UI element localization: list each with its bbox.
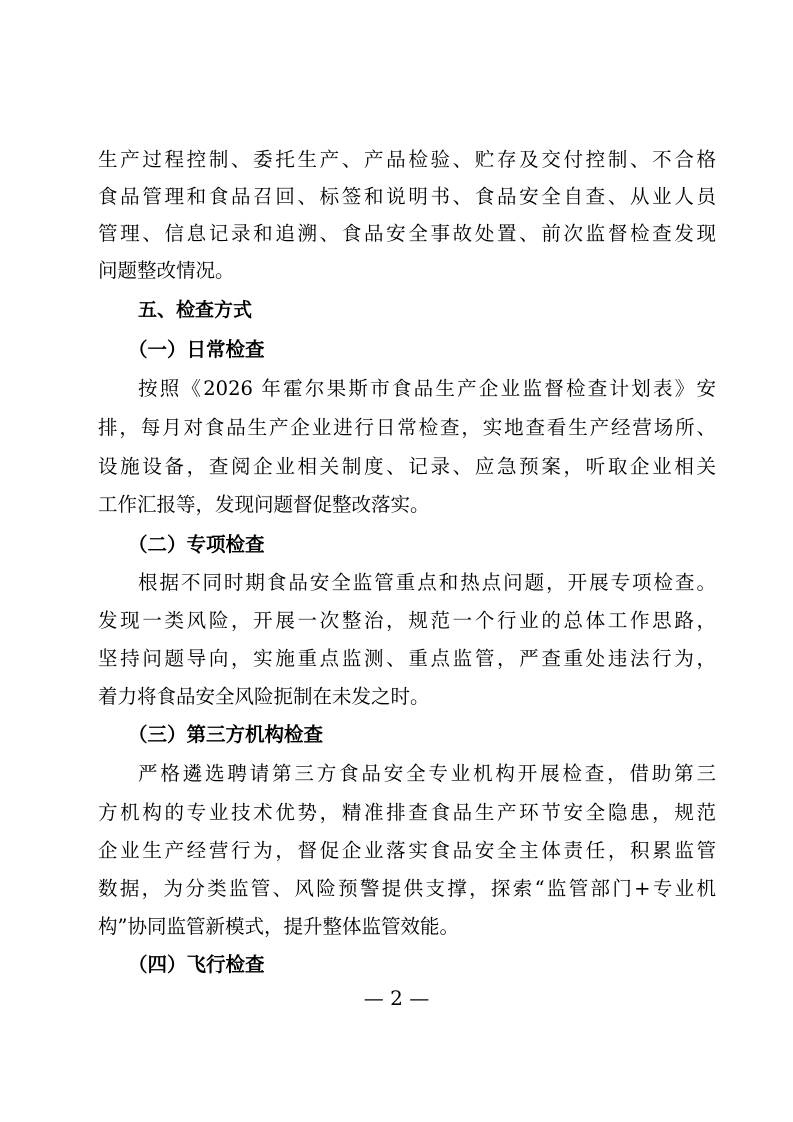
- subsection-heading: （三）第三方机构检查: [128, 723, 324, 746]
- body-line: 数据，为分类监管、风险预警提供支撑，探索“监管部门+专业机: [98, 877, 716, 900]
- body-line: 着力将食品安全风险扼制在未发之时。: [98, 685, 430, 708]
- subsection-heading: （一）日常检查: [128, 338, 265, 361]
- body-line: 严格遴选聘请第三方食品安全专业机构开展检查，借助第三: [138, 762, 716, 785]
- body-line: 管理、信息记录和追溯、食品安全事故处置、前次监督检查发现: [98, 222, 716, 245]
- body-line: 构”协同监管新模式，提升整体监管效能。: [98, 915, 459, 938]
- page-number: — 2 —: [363, 986, 430, 1010]
- section-heading: 五、检查方式: [138, 299, 253, 321]
- body-line: 按照《2026 年霍尔果斯市食品生产企业监督检查计划表》安: [138, 377, 716, 400]
- body-line: 生产过程控制、委托生产、产品检验、贮存及交付控制、不合格: [98, 148, 716, 171]
- body-line: 根据不同时期食品安全监管重点和热点问题，开展专项检查。: [138, 571, 716, 594]
- body-line: 发现一类风险，开展一次整治，规范一个行业的总体工作思路，: [98, 609, 716, 632]
- body-line: 企业生产经营行为，督促企业落实食品安全主体责任，积累监管: [98, 839, 716, 862]
- body-line: 食品管理和食品召回、标签和说明书、食品安全自查、从业人员: [98, 185, 716, 208]
- body-line: 排，每月对食品生产企业进行日常检查，实地查看生产经营场所、: [98, 416, 716, 439]
- body-line: 设施设备，查阅企业相关制度、记录、应急预案，听取企业相关: [98, 455, 716, 478]
- body-line: 问题整改情况。: [98, 259, 235, 282]
- body-line: 方机构的专业技术优势，精准排查食品生产环节安全隐患，规范: [98, 801, 716, 824]
- body-line: 坚持问题导向，实施重点监测、重点监管，严查重处违法行为，: [98, 647, 716, 670]
- subsection-heading: （四）飞行检查: [128, 953, 265, 976]
- subsection-heading: （二）专项检查: [128, 533, 265, 556]
- body-line: 工作汇报等，发现问题督促整改落实。: [98, 493, 430, 516]
